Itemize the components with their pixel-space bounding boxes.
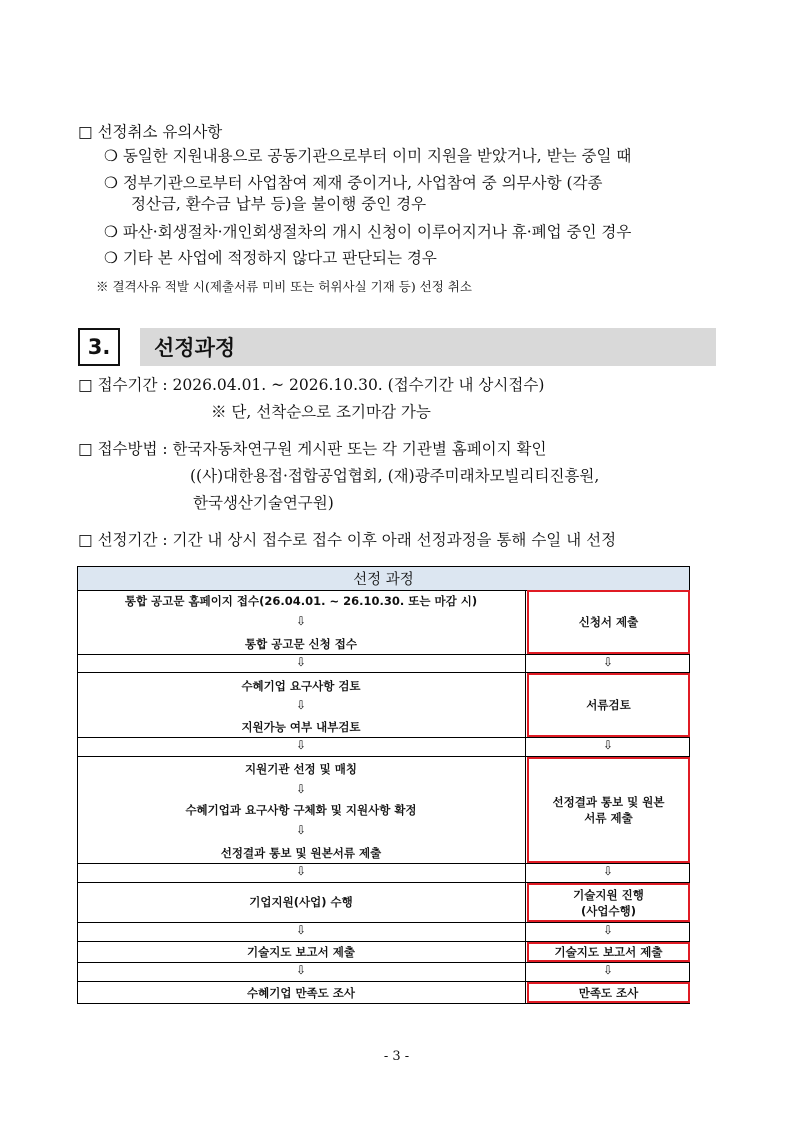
reception-method: □ 접수방법 : 한국자동차연구원 게시판 또는 각 기관별 홈페이지 확인	[78, 440, 547, 458]
arrow-down-icon: ⇩	[295, 738, 307, 752]
step1-text-b: 통합 공고문 신청 접수	[245, 637, 357, 651]
step2-output: 서류검토	[527, 673, 690, 737]
arrow-down-icon: ⇩	[295, 782, 307, 796]
reception-period: □ 접수기간 : 2026.04.01. ~ 2026.10.30. (접수기간 내 상시접수)	[78, 376, 545, 394]
arrow-down-icon: ⇩	[602, 655, 614, 669]
selection-period: □ 선정기간 : 기간 내 상시 접수로 접수 이후 아래 선정과정을 통해 수일 내 선정	[78, 531, 617, 549]
arrow-down-icon: ⇩	[295, 614, 307, 628]
cancel-item-2: ❍ 정부기관으로부터 사업참여 제재 중이거나, 사업참여 중 의무사항 (각종	[104, 174, 603, 192]
step6-output: 만족도 조사	[527, 982, 690, 1003]
cancel-note: ※ 결격사유 적발 시(제출서류 미비 또는 허위사실 기재 등) 선정 취소	[96, 279, 472, 294]
step4-output: 기술지원 진행 (사업수행)	[527, 883, 690, 922]
page-number: - 3 -	[383, 1049, 410, 1064]
step3-output: 선정결과 통보 및 원본 서류 제출	[527, 757, 690, 863]
step2-text-b: 지원가능 여부 내부검토	[241, 720, 361, 734]
step1-output: 신청서 제출	[527, 590, 690, 654]
arrow-down-icon: ⇩	[295, 823, 307, 837]
reception-method-line3: 한국생산기술연구원)	[193, 494, 334, 512]
cancel-item-4: ❍ 기타 본 사업에 적정하지 않다고 판단되는 경우	[104, 249, 437, 267]
cancel-item-3: ❍ 파산·회생절차·개인회생절차의 개시 신청이 이루어지거나 휴·폐업 중인 경우	[104, 223, 632, 241]
arrow-down-icon: ⇩	[602, 963, 614, 977]
step1-text-a: 통합 공고문 홈페이지 접수(26.04.01. ~ 26.10.30. 또는 마감 시)	[124, 594, 478, 608]
reception-period-note: ※ 단, 선착순으로 조기마감 가능	[211, 403, 431, 421]
step6-text-a: 수혜기업 만족도 조사	[247, 986, 355, 1000]
step5-output: 기술지도 보고서 제출	[527, 942, 690, 962]
arrow-down-icon: ⇩	[295, 655, 307, 669]
table-header: 선정 과정	[77, 566, 690, 590]
arrow-down-icon: ⇩	[295, 698, 307, 712]
step3-text-c: 선정결과 통보 및 원본서류 제출	[220, 846, 382, 860]
step3-text-a: 지원기관 선정 및 매칭	[245, 762, 357, 776]
section-title: 선정과정	[140, 328, 716, 366]
step4-text-a: 기업지원(사업) 수행	[249, 895, 353, 909]
step3-text-b: 수혜기업과 요구사항 구체화 및 지원사항 확정	[185, 803, 417, 817]
arrow-down-icon: ⇩	[295, 923, 307, 937]
arrow-down-icon: ⇩	[602, 738, 614, 752]
reception-method-line2: ((사)대한용접·접합공업협회, (재)광주미래차모빌리티진흥원,	[190, 467, 600, 485]
cancel-item-2-cont: 정산금, 환수금 납부 등)을 불이행 중인 경우	[131, 195, 427, 213]
arrow-down-icon: ⇩	[295, 963, 307, 977]
step5-text-a: 기술지도 보고서 제출	[247, 945, 355, 959]
arrow-down-icon: ⇩	[602, 864, 614, 878]
cancel-title: □ 선정취소 유의사항	[78, 123, 223, 141]
selection-process-table	[77, 566, 690, 1004]
arrow-down-icon: ⇩	[295, 864, 307, 878]
cancel-item-1: ❍ 동일한 지원내용으로 공동기관으로부터 이미 지원을 받았거나, 받는 중일 때	[104, 147, 632, 165]
step2-text-a: 수혜기업 요구사항 검토	[241, 679, 361, 693]
section-number: 3.	[78, 328, 120, 366]
arrow-down-icon: ⇩	[602, 923, 614, 937]
